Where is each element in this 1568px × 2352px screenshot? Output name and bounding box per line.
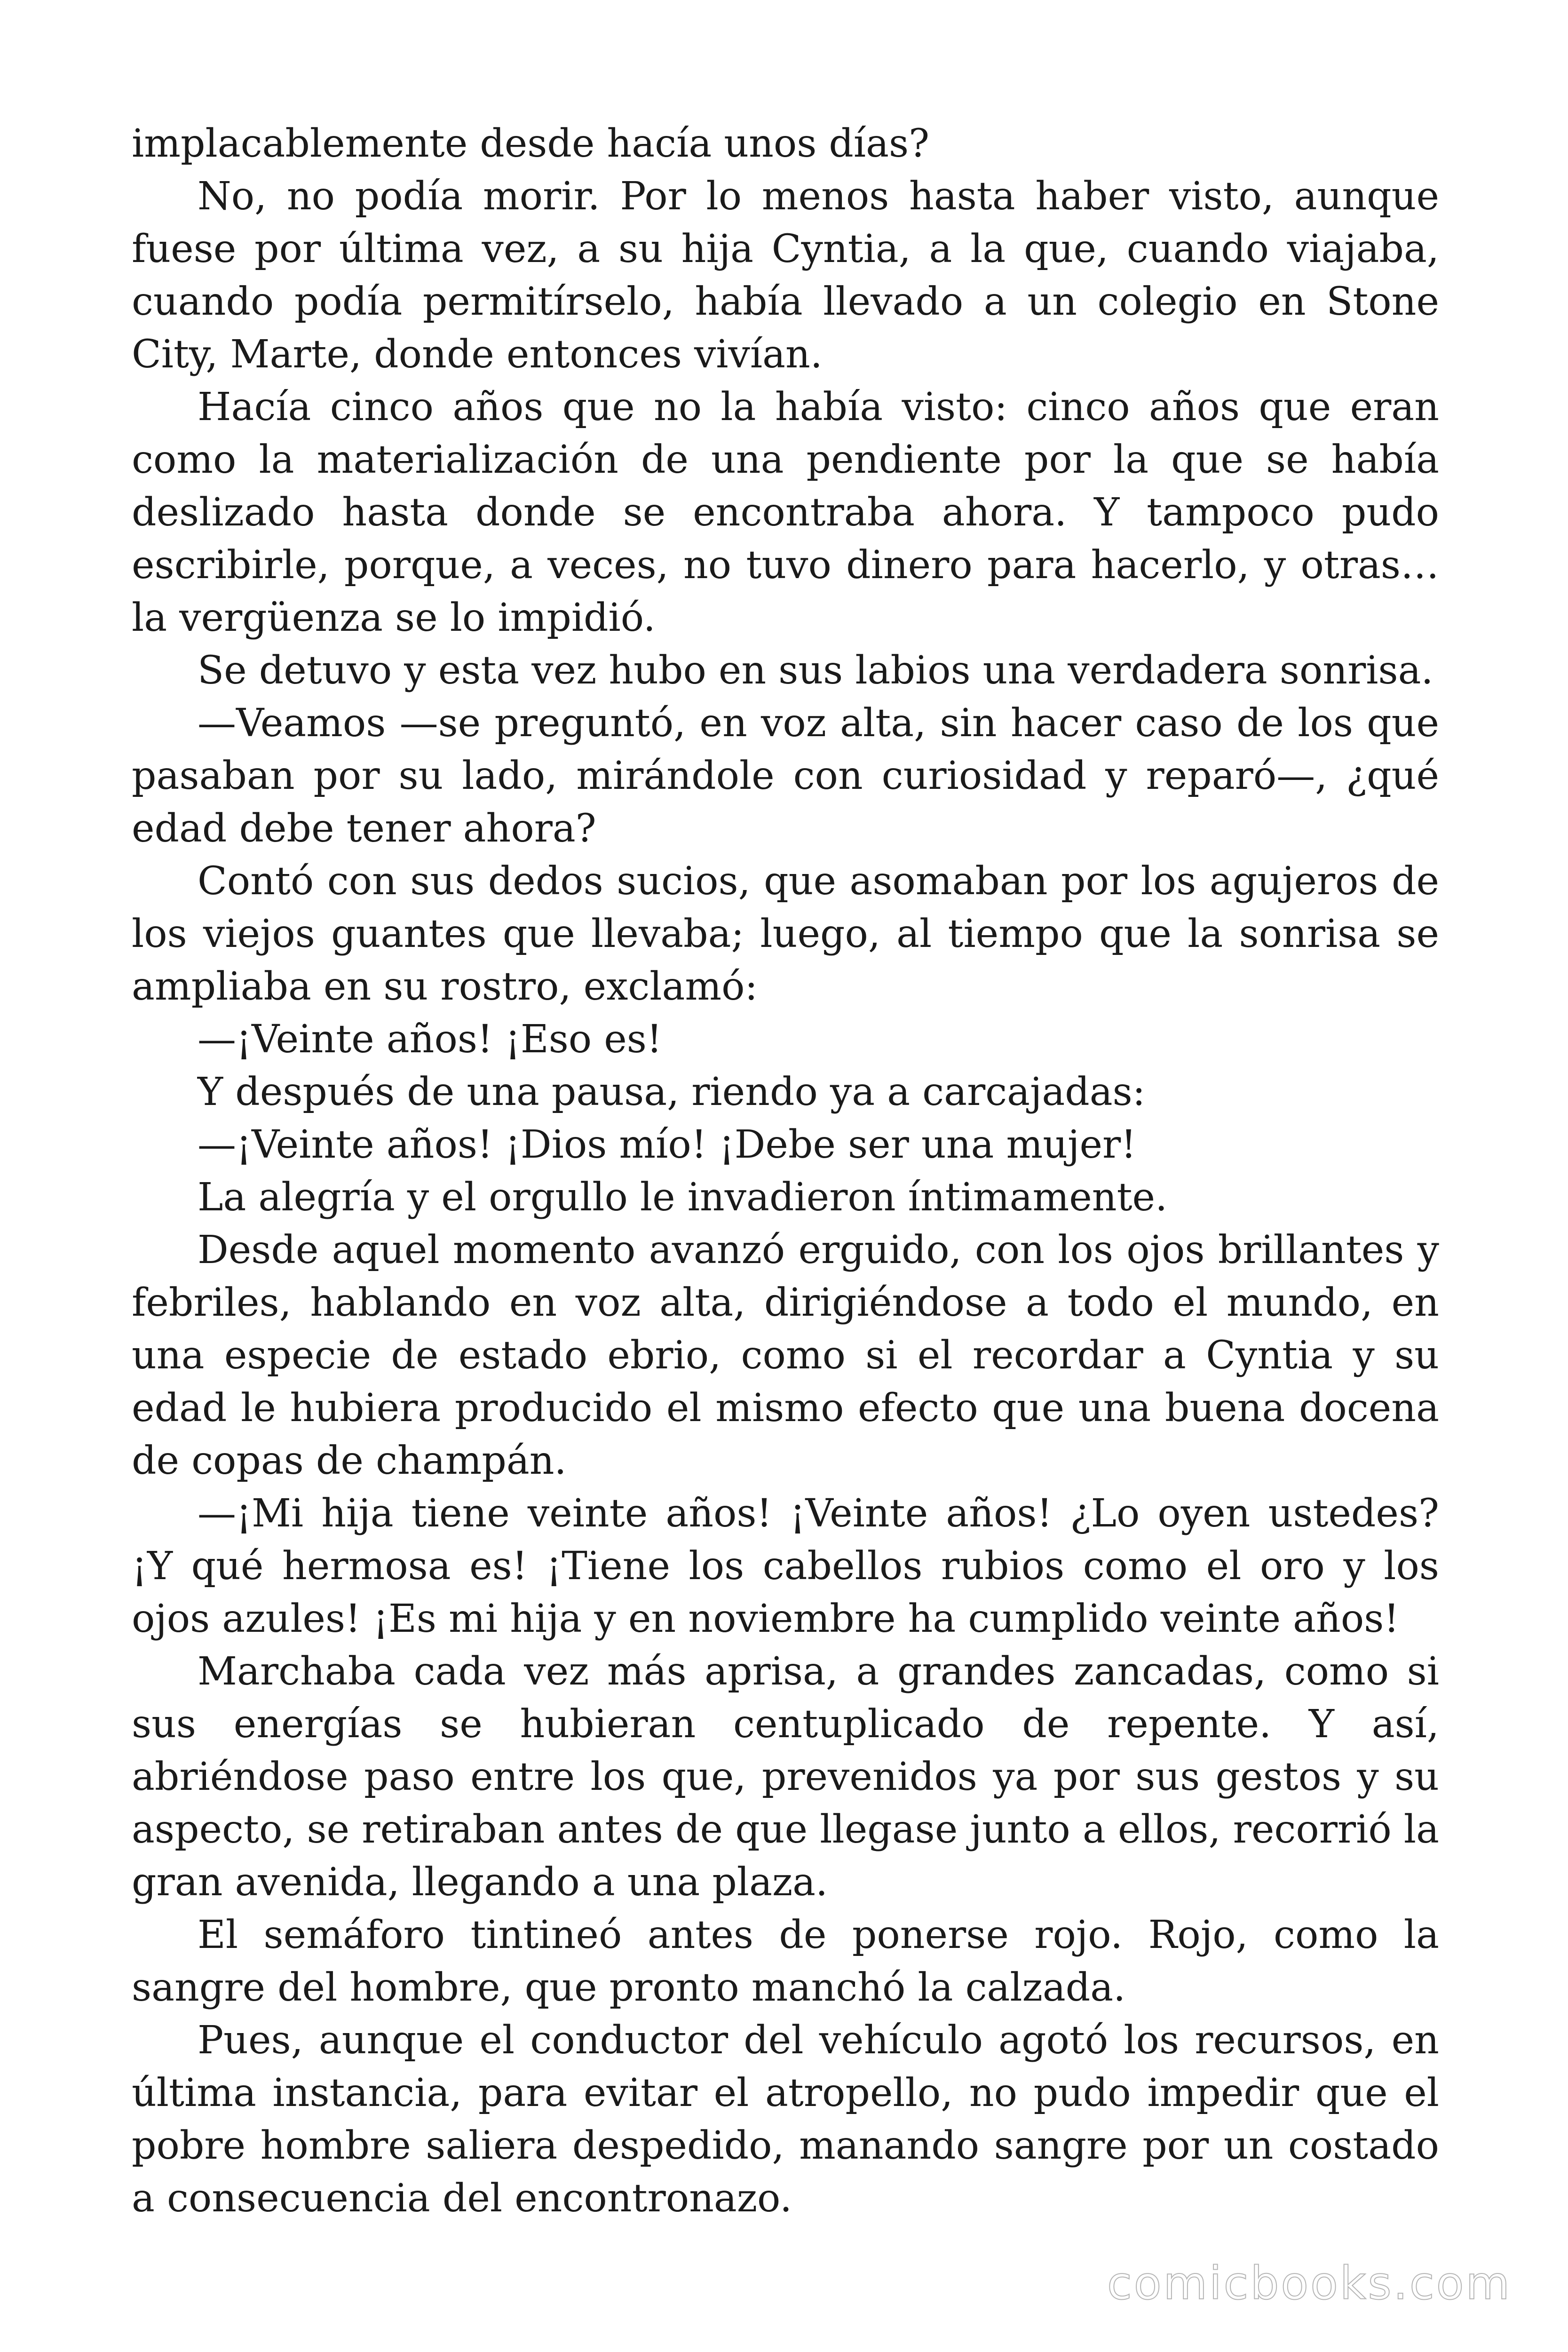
paragraph-13: Marchaba cada vez más aprisa, a grandes zancadas, como si sus energías se hubieran centuplicado de repente. Y así, abriéndose paso entre los que, prevenidos ya por sus gestos y su aspecto, se retiraban antes de que llegase junto a ellos, recorrió la gran avenida, llegando a una plaza. xyxy=(132,1649,1439,1905)
paragraph-10: La alegría y el orgullo le invadieron íntimamente. xyxy=(198,1175,1168,1220)
paragraph-11: Desde aquel momento avanzó erguido, con los ojos brillantes y febriles, hablando en voz alta, dirigiéndose a todo el mundo, en una especie de estado ebrio, como si el recordar a Cyntia y su edad le hubiera producido el mismo efecto que una buena docena de copas de champán. xyxy=(132,1228,1439,1483)
text-column xyxy=(132,118,1439,2225)
paragraph-14: El semáforo tintineó antes de ponerse rojo. Rojo, como la sangre del hombre, que pronto manchó la calzada. xyxy=(132,1913,1439,2010)
paragraph-9: —¡Veinte años! ¡Dios mío! ¡Debe ser una mujer! xyxy=(198,1122,1137,1167)
paragraph-12: —¡Mi hija tiene veinte años! ¡Veinte años! ¿Lo oyen ustedes? ¡Y qué hermosa es! ¡Tiene los cabellos rubios como el oro y los ojos azules! ¡Es mi hija y en noviembre ha cumplido veinte años! xyxy=(132,1491,1439,1641)
paragraph-7: —¡Veinte años! ¡Eso es! xyxy=(198,1017,662,1062)
paragraph-15: Pues, aunque el conductor del vehículo agotó los recursos, en última instancia, para evitar el atropello, no pudo impedir que el pobre hombre saliera despedido, manando sangre por un costado a consecuencia del encontronazo. xyxy=(132,2018,1439,2221)
paragraph-5: —Veamos —se preguntó, en voz alta, sin hacer caso de los que pasaban por su lado, mirándole con curiosidad y reparó—, ¿qué edad debe tener ahora? xyxy=(132,701,1439,851)
paragraph-3: Hacía cinco años que no la había visto: cinco años que eran como la materialización de una pendiente por la que se había deslizado hasta donde se encontraba ahora. Y tampoco pudo escribirle, porque, a veces, no tuvo dinero para hacerlo, y otras… la vergüenza se lo impidió. xyxy=(132,385,1439,640)
paragraph-1: implacablemente desde hacía unos días? xyxy=(132,121,930,166)
watermark: comicbooks.com xyxy=(1107,2257,1512,2310)
paragraph-6: Contó con sus dedos sucios, que asomaban por los agujeros de los viejos guantes que llevaba; luego, al tiempo que la sonrisa se ampliaba en su rostro, exclamó: xyxy=(132,859,1439,1009)
paragraph-2: No, no podía morir. Por lo menos hasta haber visto, aunque fuese por última vez, a su hija Cyntia, a la que, cuando viajaba, cuando podía permitírselo, había llevado a un colegio en Stone City, Marte, donde entonces vivían. xyxy=(132,174,1439,377)
paragraph-4: Se detuvo y esta vez hubo en sus labios una verdadera sonrisa. xyxy=(198,648,1433,693)
paragraph-8: Y después de una pausa, riendo ya a carcajadas: xyxy=(198,1070,1146,1114)
